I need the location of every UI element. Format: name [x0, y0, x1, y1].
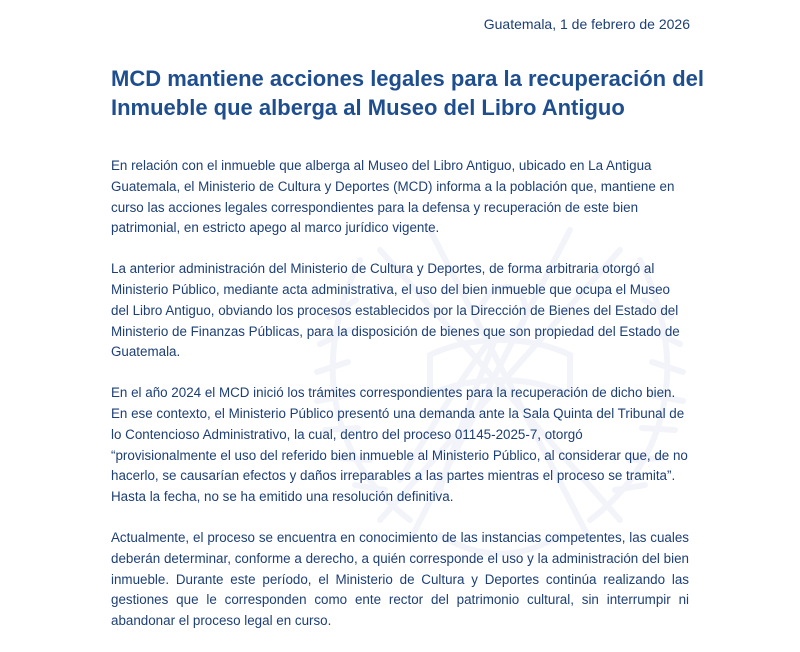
paragraph-2: La anterior administración del Ministerio de Cultura y Deportes, de forma arbitraria otorgó al Ministerio Público, mediante acta administrativa, el uso del bien inmueble que ocupa el Museo del Libro Antiguo, obviando los procesos establecidos por la Dirección de Bienes del Estado del Ministerio de Finanzas Públicas, para la disposición de bienes que son propiedad del Estado de Guatemala. [111, 261, 680, 360]
page-title: MCD mantiene acciones legales para la recuperación del Inmueble que alberga al Museo del Libro Antiguo [111, 66, 705, 120]
paragraph-4: Actualmente, el proceso se encuentra en conocimiento de las instancias competentes, las cuales deberán determinar, conforme a derecho, a quién corresponde el uso y la administración del bien inmueble. Durante este período, el Ministerio de Cultura y Deportes continúa realizando las gestiones que le corresponden como ente rector del patrimonio cultural, sin interrumpir ni abandonar el proceso legal en curso. [111, 529, 689, 629]
paragraph-1: En relación con el inmueble que alberga al Museo del Libro Antiguo, ubicado en La Antigua Guatemala, el Ministerio de Cultura y Deportes (MCD) informa a la población que, mantiene en curso las acciones legales correspondientes para la defensa y recuperación de este bien patrimonial, en estricto apego al marco jurídico vigente. [111, 158, 675, 236]
dateline: Guatemala, 1 de febrero de 2026 [483, 16, 690, 32]
press-release-body [111, 156, 689, 652]
paragraph-3: En el año 2024 el MCD inició los trámites correspondientes para la recuperación de dicho bien. En ese contexto, el Ministerio Público presentó una demanda ante la Sala Quinta del Tribunal de lo Contencioso Administrativo, la cual, dentro del proceso 01145-2025-7, otorgó “provisionalmente el uso del referido bien inmueble al Ministerio Público, al considerar que, de no hacerlo, se causarían efectos y daños irreparables a las partes mientras el proceso se tramita”. Hasta la fecha, no se ha emitido una resolución definitiva. [111, 385, 688, 505]
